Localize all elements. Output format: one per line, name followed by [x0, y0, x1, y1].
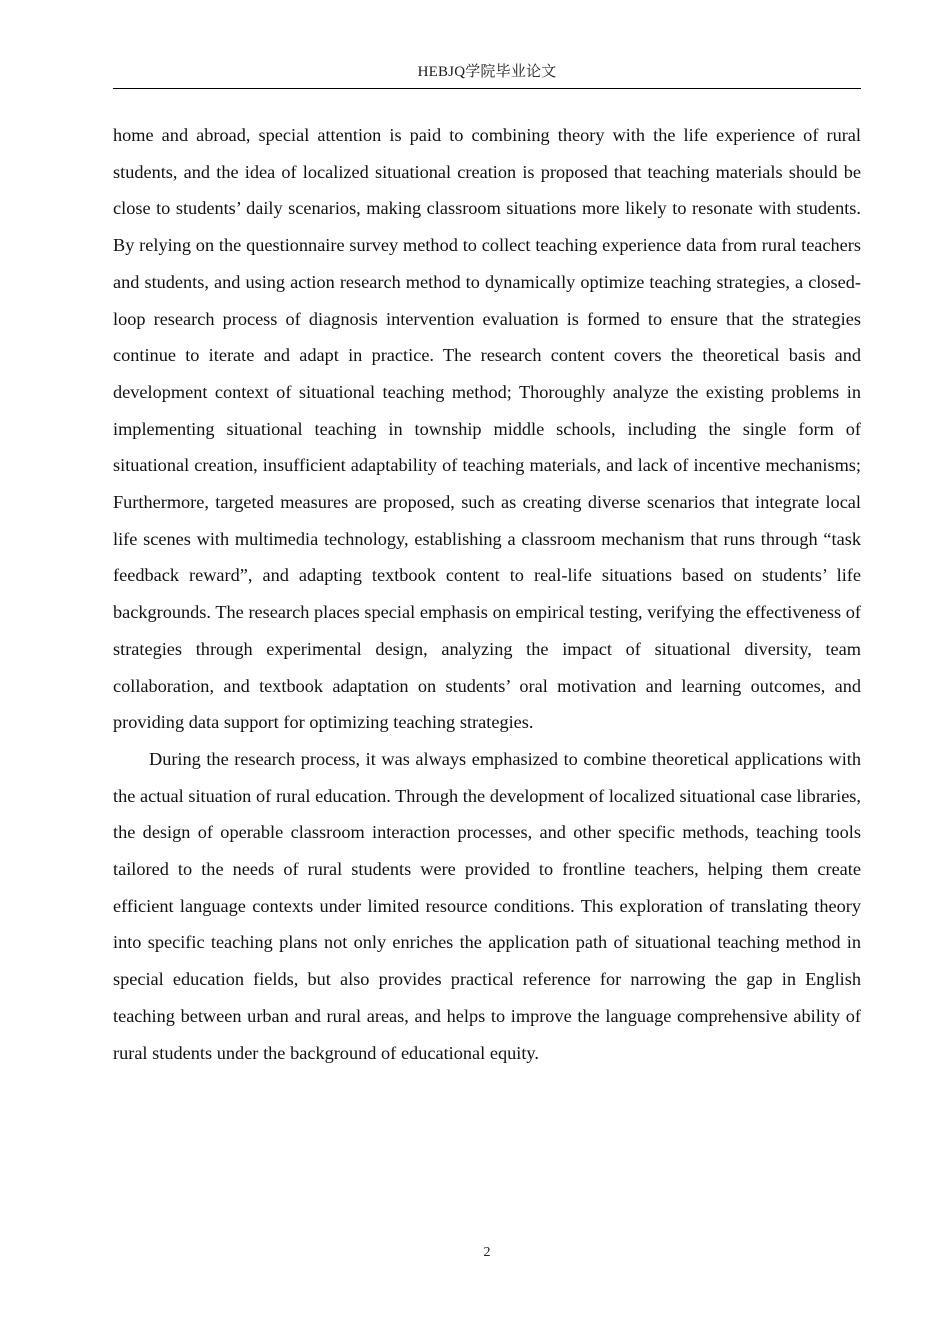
page-footer [113, 1243, 861, 1262]
body-paragraph: home and abroad, special attention is paid to combining theory with the life experience of rural students, and the idea of localized situational creation is proposed that teaching materials should be close to students’ daily scenarios, making classroom situations more likely to resonate with students. By relying on the questionnaire survey method to collect teaching experience data from rural teachers and students, and using action research method to dynamically optimize teaching strategies, a closed-loop research process of diagnosis intervention evaluation is formed to ensure that the strategies continue to iterate and adapt in practice. The research content covers the theoretical basis and development context of situational teaching method; Thoroughly analyze the existing problems in implementing situational teaching in township middle schools, including the single form of situational creation, insufficient adaptability of teaching materials, and lack of incentive mechanisms; Furthermore, targeted measures are proposed, such as creating diverse scenarios that integrate local life scenes with multimedia technology, establishing a classroom mechanism that runs through “task feedback reward”, and adapting textbook content to real-life situations based on students’ life backgrounds. The research places special emphasis on empirical testing, verifying the effectiveness of strategies through experimental design, analyzing the impact of situational diversity, team collaboration, and textbook adaptation on students’ oral motivation and learning outcomes, and providing data support for optimizing teaching strategies. [113, 125, 861, 733]
page-header [113, 62, 861, 82]
page-number: 2 [483, 1245, 491, 1260]
document-body [113, 117, 861, 1071]
header-title: HEBJQ学院毕业论文 [417, 64, 557, 80]
header-divider [113, 88, 861, 89]
body-paragraph: During the research process, it was always emphasized to combine theoretical applications with the actual situation of rural education. Through the development of localized situational case libraries, the design of operable classroom interaction processes, and other specific methods, teaching tools tailored to the needs of rural students were provided to frontline teachers, helping them create efficient language contexts under limited resource conditions. This exploration of translating theory into specific teaching plans not only enriches the application path of situational teaching method in special education fields, but also provides practical reference for narrowing the gap in English teaching between urban and rural areas, and helps to improve the language comprehensive ability of rural students under the background of educational equity. [113, 748, 861, 1063]
